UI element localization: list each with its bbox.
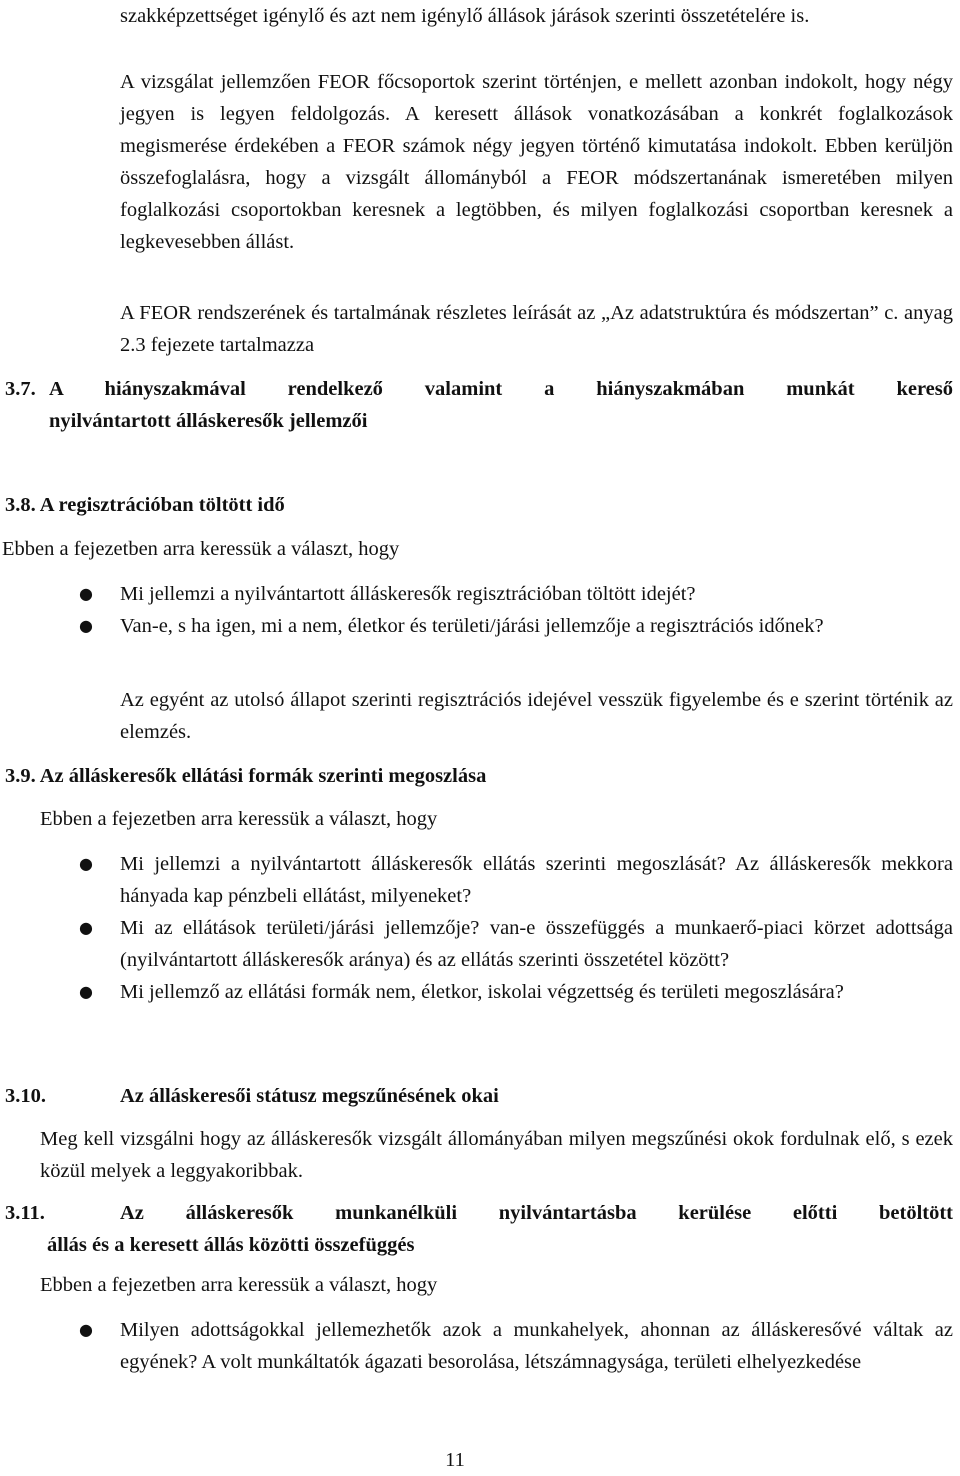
section-title-line-1: Az álláskeresők munkanélküli nyilvántartásba kerülése előtti betöltött (120, 1202, 953, 1224)
section-title-line-2: állás és a keresett állás közötti összefüggés (47, 1234, 415, 1256)
section-heading-3-9 (5, 760, 486, 792)
bullet-icon: ● (79, 1320, 93, 1339)
section-title: Az álláskeresői státusz megszűnésének okai (120, 1085, 499, 1107)
section-number: 3.11. (5, 1202, 45, 1224)
paragraph-intro-2: A vizsgálat jellemzően FEOR főcsoportok szerint történjen, e mellett azonban indokolt, hogy négy jegyen is legyen feldolgozás. A keresett állások vonatkozásában a konkrét foglalkozások megismerése érdekében a FEOR számok négy jegyen történő kimutatása indokolt. Ebben kerüljön összefoglalásra, hogy a vizsgált állományból a FEOR módszertanának ismeretében milyen foglalkozási csoportokban keresnek a legtöbben, és milyen foglalkozási csoportban keresnek a legkevesebben állást. (120, 71, 953, 253)
section-title-line-1: A hiányszakmával rendelkező valamint a hiányszakmában munkát kereső (49, 378, 953, 400)
section-heading-3-11 (0, 1197, 953, 1261)
section-title-line-2: nyilvántartott álláskeresők jellemzői (49, 410, 368, 432)
section-heading-3-7 (0, 373, 953, 437)
bullet-icon: ● (79, 982, 93, 1001)
section-body-3-10: Meg kell vizsgálni hogy az álláskeresők vizsgált állományában milyen megszűnési okok fordulnak elő, s ezek közül melyek a leggyakoribbak. (40, 1128, 953, 1182)
bullet-icon: ● (79, 918, 93, 937)
section-note-3-8: Az egyént az utolsó állapot szerinti regisztrációs idejével vesszük figyelembe és e szerint történik az elemzés. (120, 689, 953, 743)
paragraph-intro-3: A FEOR rendszerének és tartalmának részletes leírását az „Az adatstruktúra és módszertan” c. anyag 2.3 fejezete tartalmazza (120, 302, 953, 356)
list-item: ● Mi az ellátások területi/járási jellemzője? van-e összefüggés a munkaerő-piaci körzet adottsága (nyilvántartott álláskeresők aránya) és az ellátás szerinti összetétel között? (79, 912, 953, 976)
section-title: Az álláskeresők ellátási formák szerinti megoszlása (39, 765, 487, 787)
list-item: ● Mi jellemzi a nyilvántartott álláskeresők ellátás szerinti megoszlását? Az álláskeresők mekkora hányada kap pénzbeli ellátást, milyeneket? (79, 848, 953, 912)
bullet-icon: ● (79, 854, 93, 873)
page-number: 11 (445, 1449, 465, 1471)
section-intro-3-8: Ebben a fejezetben arra keressük a választ, hogy (2, 538, 400, 560)
paragraph-intro-1: szakképzettséget igénylő és azt nem igénylő állások járások szerinti összetételére is. (120, 5, 810, 27)
bullet-list-3-9 (79, 848, 953, 1008)
list-item: ● Mi jellemzi a nyilvántartott álláskeresők regisztrációban töltött idejét? (79, 578, 953, 610)
section-intro-3-11: Ebben a fejezetben arra keressük a választ, hogy (40, 1274, 438, 1296)
bullet-list-3-8 (79, 578, 953, 642)
bullet-icon: ● (79, 584, 93, 603)
list-item: ● Mi jellemző az ellátási formák nem, életkor, iskolai végzettség és területi megoszlására? (79, 976, 953, 1008)
section-number: 3.9. (5, 765, 36, 787)
section-heading-3-8 (5, 489, 285, 521)
section-title: A regisztrációban töltött idő (39, 494, 285, 516)
bullet-icon: ● (79, 616, 93, 635)
list-item: ● Van-e, s ha igen, mi a nem, életkor és területi/járási jellemzője a regisztrációs időnek? (79, 610, 953, 642)
section-number: 3.7. (5, 378, 36, 400)
section-intro-3-9: Ebben a fejezetben arra keressük a választ, hogy (40, 808, 438, 830)
bullet-list-3-11 (79, 1314, 953, 1378)
section-number: 3.8. (5, 494, 36, 516)
list-item: ● Milyen adottságokkal jellemezhetők azok a munkahelyek, ahonnan az álláskeresővé váltak az egyének? A volt munkáltatók ágazati besorolása, létszámnagysága, területi elhelyezkedése (79, 1314, 953, 1378)
section-number: 3.10. (5, 1085, 46, 1107)
